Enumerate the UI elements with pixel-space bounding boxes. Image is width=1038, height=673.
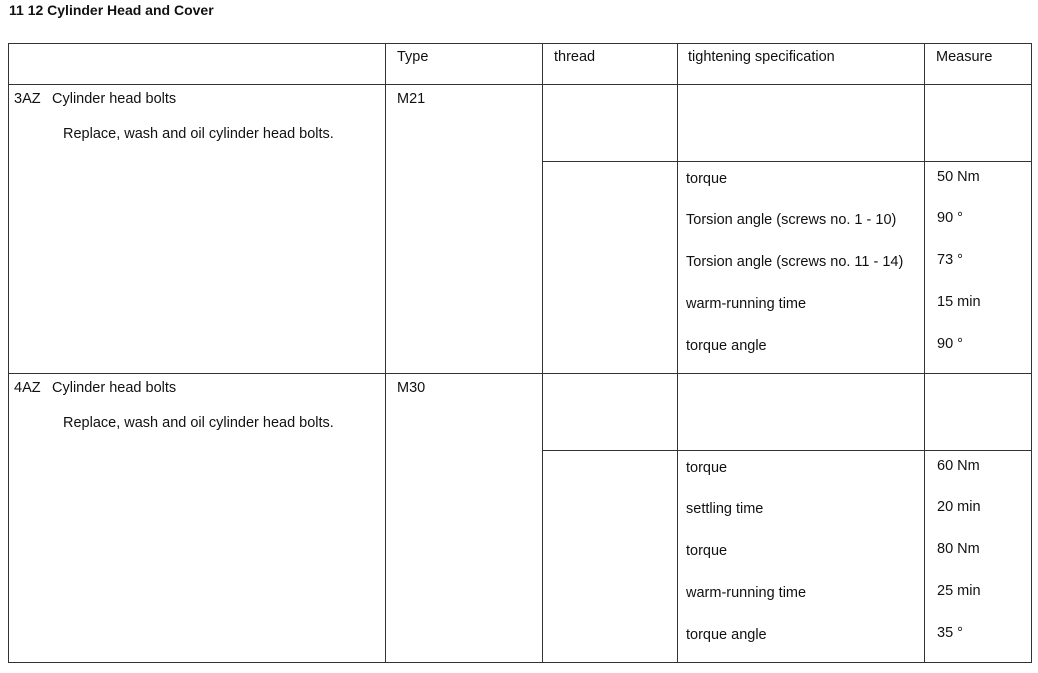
row1-spec-1-value: 50 Nm bbox=[937, 169, 980, 185]
row2-spec-3-label: torque bbox=[686, 543, 728, 559]
row2-model: 4AZ bbox=[14, 380, 41, 396]
row2-spec-5-label: torque angle bbox=[686, 627, 767, 643]
row2-split bbox=[542, 450, 1032, 451]
row2-spec-5-value: 35 ° bbox=[937, 625, 963, 641]
row2-spec-2-label: settling time bbox=[686, 501, 764, 517]
row1-spec-2-value: 90 ° bbox=[937, 210, 963, 226]
row1-part: Cylinder head bolts bbox=[52, 91, 177, 107]
row1-spec-4-value: 15 min bbox=[937, 294, 981, 310]
row1-spec-3-value: 73 ° bbox=[937, 252, 963, 268]
row2-spec-1-value: 60 Nm bbox=[937, 458, 980, 474]
row1-spec-1-label: torque bbox=[686, 171, 728, 187]
row2-spec-1-label: torque bbox=[686, 460, 728, 476]
header-type: Type bbox=[397, 49, 429, 65]
col-divider-spec bbox=[677, 43, 678, 663]
row1-spec-4-label: warm-running time bbox=[686, 296, 807, 312]
table-border-bottom bbox=[8, 662, 1032, 663]
row1-spec-3-label: Torsion angle (screws no. 11 - 14) bbox=[686, 254, 904, 270]
row1-note: Replace, wash and oil cylinder head bolts. bbox=[63, 126, 334, 142]
table-border-top bbox=[8, 43, 1032, 44]
row1-spec-2-label: Torsion angle (screws no. 1 - 10) bbox=[686, 212, 897, 228]
table-border-right bbox=[1031, 43, 1032, 663]
col-divider-measure bbox=[924, 43, 925, 663]
row1-split bbox=[542, 161, 1032, 162]
row2-note: Replace, wash and oil cylinder head bolts. bbox=[63, 415, 334, 431]
col-divider-type bbox=[385, 43, 386, 663]
header-divider bbox=[8, 84, 1032, 85]
row2-type: M30 bbox=[397, 380, 426, 396]
row1-type: M21 bbox=[397, 91, 426, 107]
col-divider-thread bbox=[542, 43, 543, 663]
header-measure: Measure bbox=[936, 49, 993, 65]
row2-spec-2-value: 20 min bbox=[937, 499, 981, 515]
row1-spec-5-value: 90 ° bbox=[937, 336, 963, 352]
row2-spec-4-value: 25 min bbox=[937, 583, 981, 599]
table-border-left bbox=[8, 43, 9, 663]
row1-spec-5-label: torque angle bbox=[686, 338, 767, 354]
row2-spec-4-label: warm-running time bbox=[686, 585, 807, 601]
row2-spec-3-value: 80 Nm bbox=[937, 541, 980, 557]
row1-model: 3AZ bbox=[14, 91, 41, 107]
row-divider bbox=[8, 373, 1032, 374]
page-title: 11 12 Cylinder Head and Cover bbox=[9, 2, 214, 18]
header-thread: thread bbox=[554, 49, 596, 65]
row2-part: Cylinder head bolts bbox=[52, 380, 177, 396]
header-spec: tightening specification bbox=[688, 49, 835, 65]
